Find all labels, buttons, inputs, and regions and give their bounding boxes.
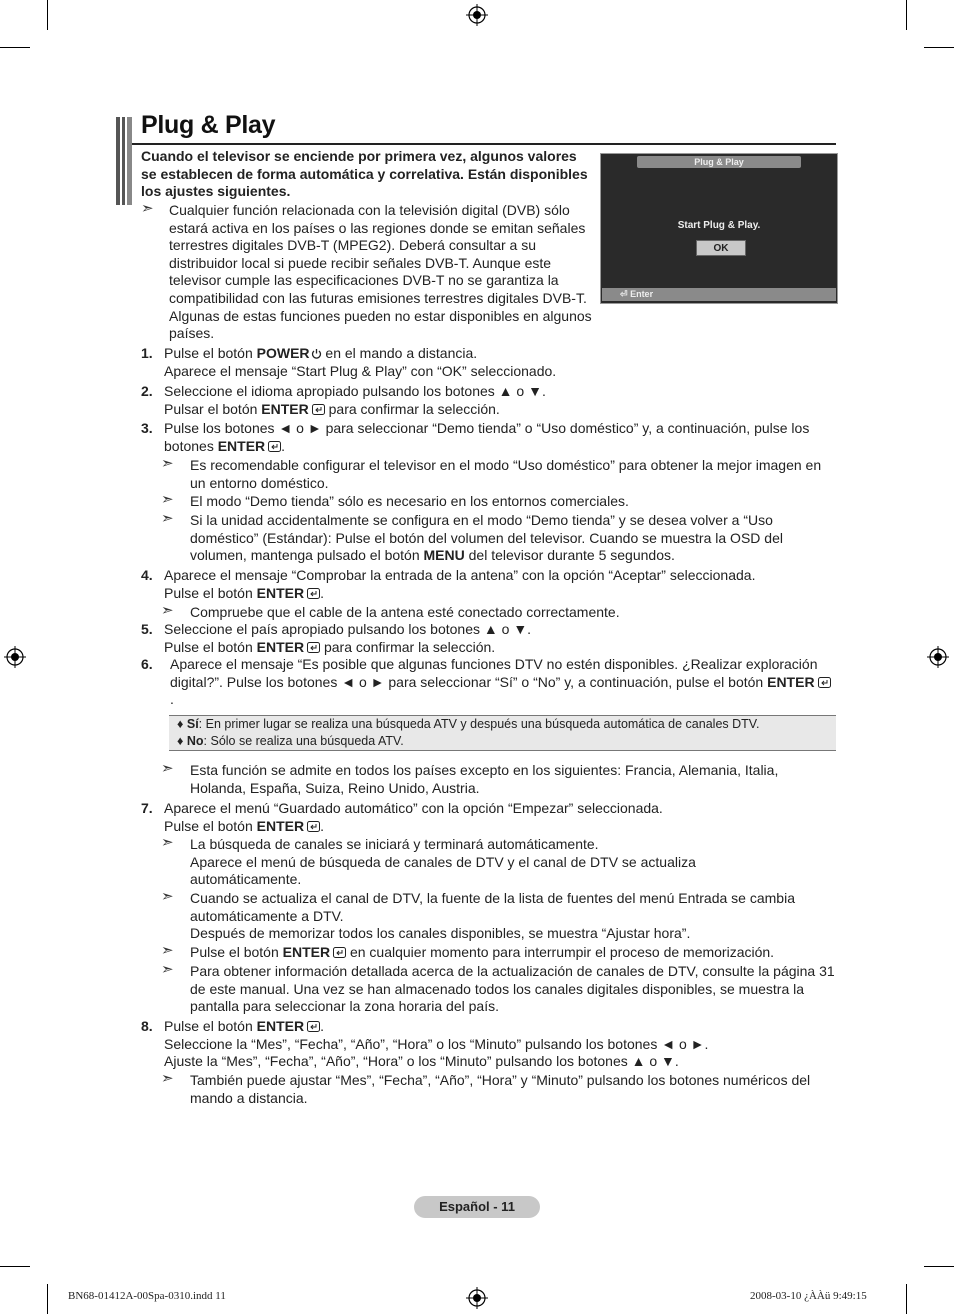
step-1	[164, 345, 844, 380]
step-text: Pulse los botones ◄ o ► para seleccionar “Demo tienda” o “Uso doméstico” y, a continuación, pulse los	[164, 420, 810, 436]
step-4-note-1: Compruebe que el cable de la antena esté conectado correctamente.	[190, 604, 620, 620]
osd-ok-button[interactable]: OK	[696, 240, 746, 256]
enter-label: ENTER	[282, 944, 331, 960]
step-8-note-1: También puede ajustar “Mes”, “Fecha”, “Año”, “Hora” y “Minuto” pulsando los botones numéricos del mando a distancia.	[190, 1072, 811, 1106]
step-text: Aparece el mensaje “Es posible que algunas funciones DTV no estén disponibles. ¿Realizar exploración digital?”. Pulse los botones ◄ o ► para seleccionar “Sí” o “No” y, a continuación, pulse el botón	[170, 656, 818, 690]
note-arrow-icon: ➣	[161, 510, 174, 527]
note-arrow-icon: ➣	[161, 602, 174, 619]
enter-label: ENTER	[767, 673, 815, 690]
dvb-note: Cualquier función relacionada con la televisión digital (DVB) sólo estará activa en los países o las regiones donde se emitan señales terrestres digitales DVB-T (MPEG2). Deberá consultar a su distribuidor local si puede recibir señales DVB-T. Aunque este televisor cumple las especificaciones DVB-T no se garantiza la compatibilidad con las futuras emisiones terrestres digitales DVB-T. Algunas de estas funciones pueden no estar disponibles en algunos países.	[169, 202, 592, 342]
enter-icon	[307, 821, 320, 832]
osd-message: Start Plug & Play.	[677, 220, 761, 231]
step-text: para confirmar la selección.	[320, 638, 496, 655]
note-arrow-icon: ➣	[161, 455, 174, 472]
step-3: Pulse los botones ◄ o ► para seleccionar “Demo tienda” o “Uso doméstico” y, a continuación, pulse los botones ENTER .	[164, 420, 810, 454]
step-text: Pulse el botón	[190, 944, 283, 960]
note-arrow-icon: ➣	[161, 491, 174, 508]
step-4: Aparece el mensaje “Comprobar la entrada de la antena” con la opción “Aceptar” seleccionada. Pulse el botón ENTER .	[164, 567, 756, 601]
step-text: botones	[164, 437, 218, 454]
osd-footer-label: Enter	[630, 289, 654, 299]
crop-mark	[47, 1284, 48, 1314]
step-number: 1.	[141, 345, 153, 361]
enter-icon	[268, 441, 281, 452]
step-number: 6.	[141, 656, 153, 672]
step-text: para confirmar la selección.	[324, 400, 500, 417]
step-6-note-1: Esta función se admite en todos los países excepto en los siguientes: Francia, Alemania, Italia, Holanda, España, Suiza, Reino Unido, Austria.	[190, 762, 779, 796]
step-text: Pulse el botón	[164, 584, 257, 601]
registration-mark-icon	[927, 646, 949, 668]
tv-osd-screen	[600, 153, 838, 304]
intro-text: Cuando el televisor se enciende por primera vez, algunos valores se establecen de forma automática y correlativa. Están disponibles los ajustes siguientes.	[141, 148, 588, 199]
crop-mark	[906, 0, 907, 30]
step-7: Aparece el menú “Guardado automático” con la opción “Empezar” seleccionada. Pulse el botón ENTER .	[164, 800, 663, 834]
step-text: Pulse el botón	[164, 817, 257, 834]
option-key: Sí	[186, 717, 199, 731]
power-label: POWER	[256, 345, 310, 361]
registration-mark-icon	[4, 646, 26, 668]
step-text: Aparece el mensaje “Comprobar la entrada de la antena” con la opción “Aceptar” seleccionada.	[164, 567, 756, 583]
enter-label: ENTER	[261, 400, 309, 417]
option-key: No	[186, 733, 204, 748]
step-number: 2.	[141, 383, 153, 399]
note-arrow-icon: ➣	[161, 942, 174, 959]
note-arrow-icon: ➣	[141, 200, 154, 217]
crop-mark	[906, 1284, 907, 1314]
options-box	[169, 715, 836, 751]
step-text: Aparece el mensaje “Start Plug & Play” con “OK” seleccionado.	[164, 362, 557, 379]
step-7-note-1	[190, 836, 750, 889]
crop-mark	[47, 0, 48, 30]
title-decoration	[116, 117, 132, 205]
step-text: Seleccione el idioma apropiado pulsando los botones ▲ o ▼.	[164, 383, 546, 399]
note-arrow-icon: ➣	[161, 1070, 174, 1087]
option-no: ♦ No: Sólo se realiza una búsqueda ATV.	[177, 733, 404, 748]
crop-mark	[924, 1266, 954, 1267]
step-number: 8.	[141, 1018, 153, 1034]
step-7-note-4: Para obtener información detallada acerca de la actualización de canales de DTV, consulte la página 31 de este manual. Una vez se han almacenado todos los canales digitales disponibles, se muestra la pantalla para seleccionar la zona horaria del país.	[190, 963, 835, 1015]
note-arrow-icon: ➣	[161, 888, 174, 905]
enter-label: ENTER	[217, 437, 266, 454]
step-text: Cuando se actualiza el canal de DTV, la fuente de la lista de fuentes del menú Entrada se cambia automáticamente a DTV.	[190, 890, 795, 924]
note-arrow-icon: ➣	[161, 834, 174, 851]
step-text: Aparece el menú de búsqueda de canales de DTV y el canal de DTV se actualiza automáticamente.	[190, 853, 696, 888]
crop-mark	[924, 47, 954, 48]
enter-label: ENTER	[256, 817, 305, 834]
enter-icon	[333, 947, 346, 958]
power-icon	[311, 348, 322, 359]
enter-label: ENTER	[256, 638, 305, 655]
crop-mark	[0, 47, 30, 48]
menu-label: MENU	[423, 547, 465, 564]
step-text: Pulse el botón	[164, 345, 257, 361]
step-text: Después de memorizar todos los canales disponibles, se muestra “Ajustar hora”.	[190, 925, 691, 942]
page-title: Plug & Play	[141, 111, 276, 139]
note-arrow-icon: ➣	[161, 961, 174, 978]
page-number-badge: Español - 11	[414, 1196, 540, 1218]
step-5	[164, 621, 844, 656]
step-number: 7.	[141, 800, 153, 816]
option-si: ♦ Sí: En primer lugar se realiza una búsqueda ATV y después una búsqueda automática de canales DTV.	[177, 717, 760, 731]
option-text: : En primer lugar se realiza una búsqueda ATV y después una búsqueda automática de canales DTV.	[198, 717, 760, 731]
crop-mark	[0, 1266, 30, 1267]
note-arrow-icon: ➣	[161, 760, 174, 777]
step-text: del televisor durante 5 segundos.	[464, 547, 675, 564]
enter-icon	[818, 677, 831, 688]
enter-label: ENTER	[256, 1018, 305, 1034]
registration-mark-icon	[466, 1287, 488, 1309]
step-2	[164, 383, 844, 418]
enter-icon	[312, 404, 325, 415]
step-text: Pulse el botón	[164, 1018, 257, 1034]
option-text: : Sólo se realiza una búsqueda ATV.	[203, 733, 404, 748]
step-6: Aparece el mensaje “Es posible que algunas funciones DTV no estén disponibles. ¿Realizar exploración digital?”. Pulse los botones ◄ o ► para seleccionar “Sí” o “No” y, a continuación, pulse el botón ENTER.	[170, 656, 834, 709]
step-text: Seleccione la “Mes”, “Fecha”, “Año”, “Hora” o los “Minuto” pulsando los botones ◄ o ►.	[164, 1035, 709, 1052]
step-8: Pulse el botón ENTER . Seleccione la “Mes”, “Fecha”, “Año”, “Hora” o los “Minuto” pulsando los botones ◄ o ►. Ajuste la “Mes”, “Fecha”, “Año”, “Hora” o los “Minuto” pulsando los botones ▲ o ▼.	[164, 1018, 709, 1070]
registration-mark-icon	[466, 4, 488, 26]
osd-footer	[602, 288, 836, 301]
step-7-note-3	[190, 944, 835, 962]
print-slug-right: 2008-03-10 ¿ÀÀü 9:49:15	[750, 1290, 867, 1302]
enter-icon	[307, 642, 320, 653]
enter-icon	[307, 1021, 320, 1032]
enter-icon: ⏎	[620, 289, 628, 299]
step-text: La búsqueda de canales se iniciará y terminará automáticamente.	[190, 836, 599, 852]
step-text: Pulse el botón	[164, 638, 257, 655]
print-slug-left: BN68-01412A-00Spa-0310.indd 11	[68, 1290, 226, 1302]
enter-icon	[307, 588, 320, 599]
step-number: 5.	[141, 621, 153, 637]
step-text: en el mando a distancia.	[321, 345, 478, 361]
step-7-note-2	[190, 890, 835, 943]
step-number: 3.	[141, 420, 153, 436]
title-rule	[132, 143, 836, 145]
step-number: 4.	[141, 567, 153, 583]
step-3-note-3	[190, 512, 830, 565]
step-text: Si la unidad accidentalmente se configura en el modo “Demo tienda” y se desea volver a “Uso doméstico” (Estándar): Pulse el botón del volumen del televisor. Cuando se muestra la OSD del volumen, mantenga pulsado el botón	[190, 512, 783, 564]
step-3-note-1: Es recomendable configurar el televisor en el modo “Uso doméstico” para obtener la mejor imagen en un entorno doméstico.	[190, 457, 822, 491]
step-text: Aparece el menú “Guardado automático” con la opción “Empezar” seleccionada.	[164, 800, 663, 816]
step-text: en cualquier momento para interrumpir el proceso de memorización.	[346, 944, 775, 960]
step-text: Seleccione el país apropiado pulsando los botones ▲ o ▼.	[164, 621, 532, 637]
step-text: Ajuste la “Mes”, “Fecha”, “Año”, “Hora” o los “Minuto” pulsando los botones ▲ o ▼.	[164, 1053, 679, 1070]
step-3-note-2: El modo “Demo tienda” sólo es necesario en los entornos comerciales.	[190, 493, 629, 509]
osd-header: Plug & Play	[637, 156, 801, 168]
enter-label: ENTER	[256, 584, 305, 601]
step-text: Pulsar el botón	[164, 400, 262, 417]
